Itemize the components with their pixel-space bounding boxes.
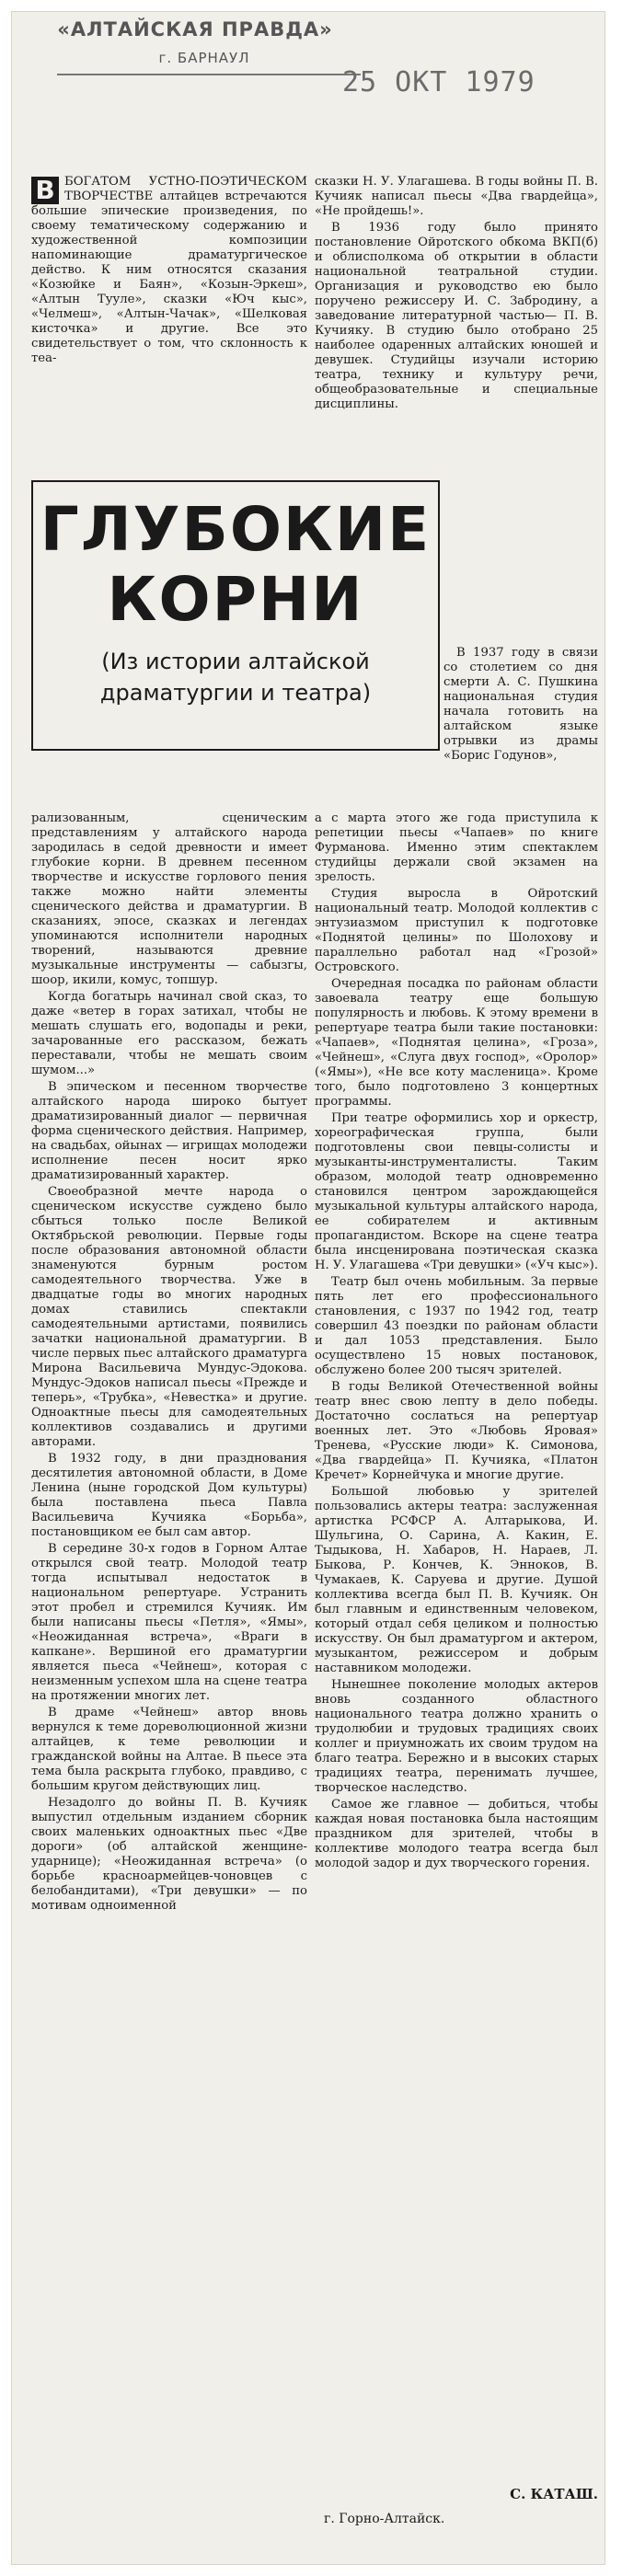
headline: ГЛУБОКИЕ КОРНИ [40, 494, 432, 635]
paragraph: сказки Н. У. Улагашева. В годы войны П. В. Кучияк написал пьесы «Два гвардейца», «Не пройдешь!». [315, 175, 598, 218]
paragraph: В 1936 году было принято постановление Ойротского обкома ВКП(б) и облисполкома об открытии в области национальной театральной студии. Организация и руководство ею было поручено режиссеру И. С. Забродину, а заведование литературной частью— П. В. Кучияку. В студию было отобрано 25 наиболее одаренных алтайских юношей и девушек. Студийцы изучали историю театра, технику и культуру речи, общеобразовательные и специальные дисциплины. [315, 221, 598, 411]
date-stamp: 25 ОКТ 1979 [342, 66, 536, 98]
paragraph: Когда богатырь начинал свой сказ, то даже «ветер в горах затихал, чтобы не мешать слушать его, водопады и реки, зачарованные его рассказом, бежать переставали, чтобы не мешать своим шумом...» [31, 990, 307, 1077]
article-column-wrap [443, 646, 598, 802]
header-rule [57, 74, 361, 75]
paragraph: Очередная посадка по районам области завоевала театру еще большую популярность и любовь. К этому времени в репертуаре театра были такие постановки: «Чапаев», «Поднятая целина», «Гроза», «Чейнеш», «Слуга двух господ», «Оролор» («Ямы»), «Не все коту масленица». Кроме того, было подготовлено 3 концертных программы. [315, 977, 598, 1109]
drop-cap: В [31, 177, 59, 204]
paragraph: В 1937 году в связи со столетием со дня смерти А. С. Пушкина национальная студия начала готовить на алтайском языке отрывки из драмы «Борис Годунов», [443, 646, 598, 763]
paragraph: а с марта этого же года приступила к репетиции пьесы «Чапаев» по книге Фурманова. Именно этим спектаклем студийцы держали свой экзамен на зрелость. [315, 811, 598, 884]
article-column-top-left [31, 175, 307, 475]
subheadline: (Из истории алтайской драматургии и театра) [99, 649, 372, 706]
article-column-bottom-left [31, 811, 307, 2550]
paragraph: Самое же главное — добиться, чтобы каждая новая постановка была настоящим праздником для зрителей, чтобы в коллективе молодого театра всегда был молодой задор и дух творческого горения. [315, 1798, 598, 1870]
paragraph: В драме «Чейнеш» автор вновь вернулся к теме дореволюционной жизни алтайцев, к теме революции и гражданской войны на Алтае. В пьесе эта тема была раскрыта глубоко, правдиво, с большим кругом действующих лиц. [31, 1706, 307, 1793]
article-column-bottom-right [315, 811, 598, 2467]
paragraph: Нынешнее поколение молодых актеров вновь созданного областного национального театра должно хранить о трудолюбии и трудовых традициях своих коллег и приумножать их своим трудом на благо театра. Бережно и в высоких старых традициях театра, перенимать лучшее, творческое наследство. [315, 1678, 598, 1795]
author-place: г. Горно-Алтайск. [324, 2512, 445, 2526]
paragraph: рализованным, сценическим представлениям у алтайского народа зародилась в седой древности и имеет глубокие корни. В древнем песенном творчестве и искусстве горлового пения также можно найти элементы сценического действа и драматургии. В сказаниях, эпосе, сказках и легендах упоминаются исполнители народных творений, называются древние музыкальные инструменты — сабызгы, шоор, икили, комус, топшур. [31, 811, 307, 987]
newspaper-name: «АЛТАЙСКАЯ ПРАВДА» [57, 18, 333, 40]
paragraph: В 1932 году, в дни празднования десятилетия автономной области, в Доме Ленина (ныне городской Дом культуры) была поставлена пьеса Павла Васильевича Кучияка «Борьба», постановщиком ее был сам автор. [31, 1452, 307, 1539]
newspaper-city: г. БАРНАУЛ [158, 50, 250, 66]
paragraph: В эпическом и песенном творчестве алтайского народа широко бытует драматизированный диалог — первичная форма сценического действия. Например, на свадьбах, ойынах — игрищах молодежи исполнение песен носит ярко драматизированный характер. [31, 1080, 307, 1182]
paragraph: При театре оформились хор и оркестр, хореографическая группа, были подготовлены свои певцы-солисты и музыканты-инструменталисты. Таким образом, молодой театр одновременно становился центром зарождающейся музыкальной культуры алтайского народа, ее собирателем и активным пропагандистом. Вскоре на сцене театра была инсценирована поэтическая сказка Н. У. Улагашева «Три девушки» («Уч кыс»). [315, 1111, 598, 1272]
newspaper-clipping [11, 11, 605, 2565]
paragraph: Своеобразной мечте народа о сценическом искусстве суждено было сбыться только после Великой Октябрьской революции. Первые годы после образования автономной области знаменуются бурным ростом самодеятельного творчества. Уже в двадцатые годы во многих народных домах ставились спектакли самодеятельными артистами, появились зачатки национальной драматургии. В числе первых пьес алтайского драматурга Мирона Васильевича Мундус-Эдокова. Мундус-Эдоков написал пьесы «Прежде и теперь», «Трубка», «Невестка» и другие. Одноактные пьесы для самодеятельных коллективов создавались и другими авторами. [31, 1185, 307, 1449]
headline-box [31, 480, 440, 751]
paragraph: БОГАТОМ УСТНО-ПОЭТИЧЕСКОМ ТВОРЧЕСТВЕ алтайцев встречаются большие эпические произведения, по своему тематическому содержанию и художественной композиции напоминающие драматургическое действо. К ним относятся сказания «Козюйке и Баян», «Козын-Эркеш», «Алтын Тууле», сказки «Юч кыс», «Челмеш», «Алтын-Чачак», «Шелковая кисточка» и другие. Все это свидетельствует о том, что склонность к теа- [31, 175, 307, 365]
paragraph: В годы Великой Отечественной войны театр внес свою лепту в дело победы. Достаточно сослаться на репертуар военных лет. Это «Любовь Яровая» Тренева, «Русские люди» К. Симонова, «Два гвардейца» П. Кучияка, «Платон Кречет» Корнейчука и многие другие. [315, 1380, 598, 1482]
paragraph: Незадолго до войны П. В. Кучияк выпустил отдельным изданием сборник своих маленьких одноактных пьес «Две дороги» (об алтайской женщине-ударнице); «Неожиданная встреча» (о борьбе красноармейцев-чоновцев с белобандитами), «Три девушки» — по мотивам одноименной [31, 1796, 307, 1913]
paragraph: Театр был очень мобильным. За первые пять лет его профессионального становления, с 1937 по 1942 год, театр совершил 43 поездки по районам области и дал 1053 представления. Было осуществлено 15 новых постановок, обслужено более 200 тысяч зрителей. [315, 1275, 598, 1377]
author-signature: С. КАТАШ. [510, 2486, 598, 2502]
paragraph: Студия выросла в Ойротский национальный театр. Молодой коллектив с энтузиазмом приступил к подготовке «Поднятой целины» по Шолохову и параллельно работал над «Грозой» Островского. [315, 887, 598, 974]
paragraph: В середине 30-х годов в Горном Алтае открылся свой театр. Молодой театр тогда испытывал недостаток в национальном репертуаре. Устранить этот пробел и стремился Кучияк. Им были написаны пьесы «Петля», «Ямы», «Неожиданная встреча», «Враги в капкане». Вершиной его драматургии является пьеса «Чейнеш», которая с неизменным успехом шла на сцене театра на протяжении многих лет. [31, 1542, 307, 1703]
paragraph: Большой любовью у зрителей пользовались актеры театра: заслуженная артистка РСФСР А. Алтарыкова, И. Шульгина, О. Сарина, А. Какин, Е. Тыдыкова, Н. Хабаров, Н. Нараев, Л. Быкова, Р. Кончев, К. Энноков, В. Чумакаев, К. Саруева и другие. Душой коллектива всегда был П. В. Кучияк. Он был главным и единственным человеком, который отдал себя целиком и полностью искусству. Он был драматургом и актером, музыкантом, режиссером и добрым наставником молодежи. [315, 1485, 598, 1675]
